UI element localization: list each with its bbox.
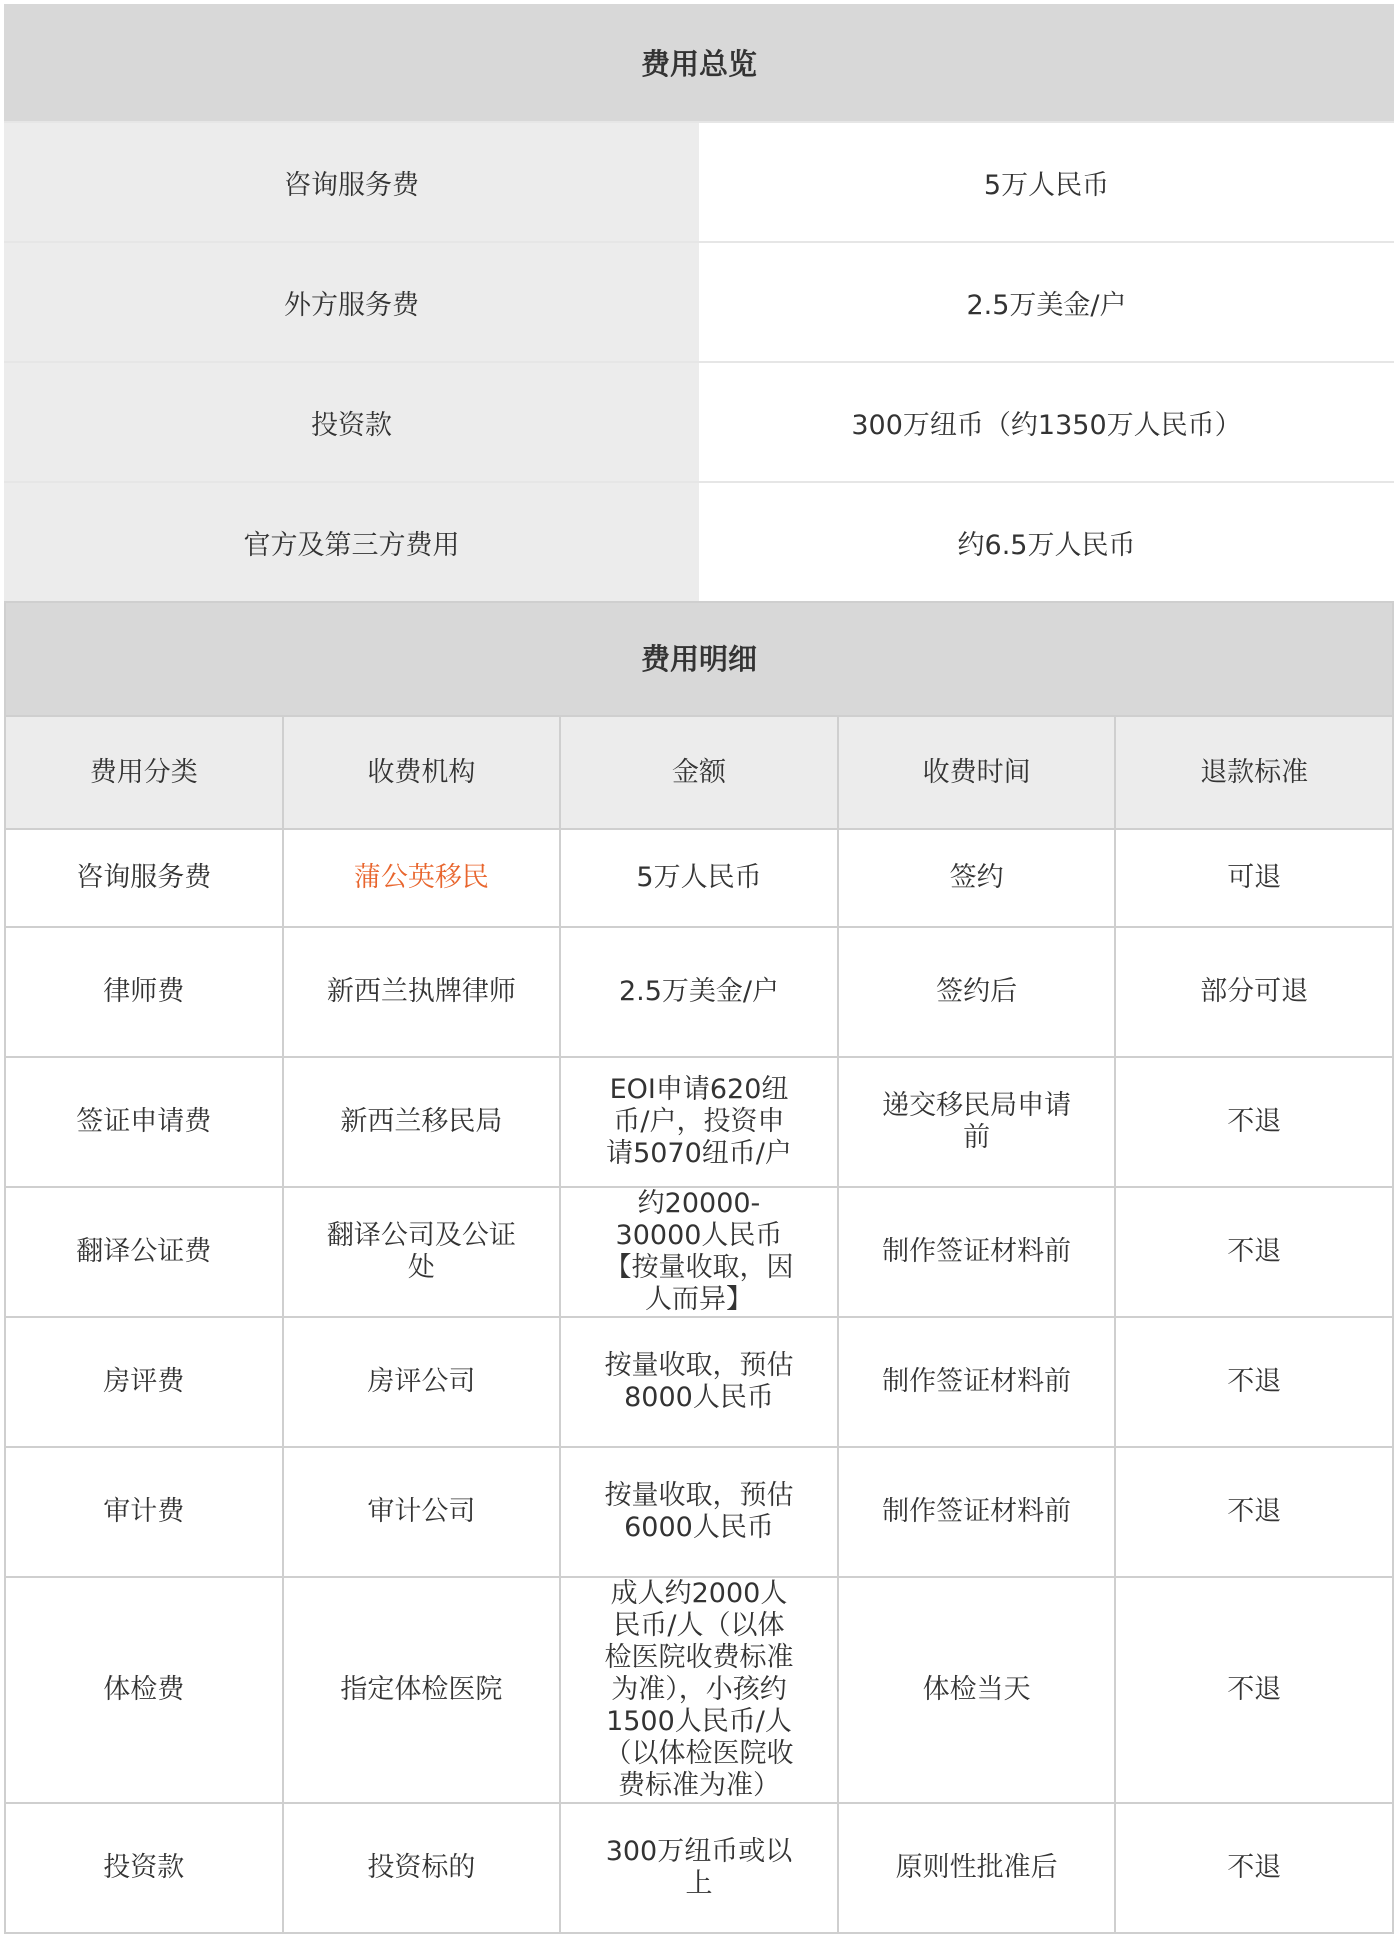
overview-value: 300万纽币（约1350万人民币） bbox=[699, 362, 1394, 482]
cell-refund: 不退 bbox=[1115, 1187, 1393, 1317]
cell-time: 签约 bbox=[838, 829, 1116, 927]
table-row bbox=[5, 927, 1393, 1057]
overview-label: 官方及第三方费用 bbox=[4, 482, 699, 601]
detail-title: 费用明细 bbox=[5, 602, 1393, 716]
table-row bbox=[4, 362, 1394, 482]
overview-value: 5万人民币 bbox=[699, 122, 1394, 242]
cell-agency: 翻译公司及公证处 bbox=[283, 1187, 561, 1317]
table-row bbox=[5, 1577, 1393, 1803]
table-row bbox=[5, 1317, 1393, 1447]
overview-value: 约6.5万人民币 bbox=[699, 482, 1394, 601]
table-row bbox=[5, 829, 1393, 927]
cell-refund: 不退 bbox=[1115, 1317, 1393, 1447]
cell-time: 制作签证材料前 bbox=[838, 1187, 1116, 1317]
cell-amount: 按量收取，预估6000人民币 bbox=[560, 1447, 838, 1577]
cell-time: 原则性批准后 bbox=[838, 1803, 1116, 1933]
cell-agency: 投资标的 bbox=[283, 1803, 561, 1933]
table-row bbox=[5, 1057, 1393, 1187]
overview-value: 2.5万美金/户 bbox=[699, 242, 1394, 362]
cell-category: 翻译公证费 bbox=[5, 1187, 283, 1317]
detail-header-row bbox=[5, 602, 1393, 716]
column-header-amount: 金额 bbox=[560, 716, 838, 829]
cell-amount: 约20000-30000人民币【按量收取，因人而异】 bbox=[560, 1187, 838, 1317]
column-header-time: 收费时间 bbox=[838, 716, 1116, 829]
overview-title: 费用总览 bbox=[4, 4, 1394, 122]
cell-amount: 按量收取，预估8000人民币 bbox=[560, 1317, 838, 1447]
overview-label: 外方服务费 bbox=[4, 242, 699, 362]
column-header-row bbox=[5, 716, 1393, 829]
table-row bbox=[4, 482, 1394, 601]
cell-agency: 审计公司 bbox=[283, 1447, 561, 1577]
cell-refund: 不退 bbox=[1115, 1447, 1393, 1577]
cell-time: 制作签证材料前 bbox=[838, 1317, 1116, 1447]
column-header-refund: 退款标准 bbox=[1115, 716, 1393, 829]
cell-time: 制作签证材料前 bbox=[838, 1447, 1116, 1577]
fee-overview-table bbox=[4, 4, 1394, 601]
cell-amount: EOI申请620纽币/户，投资申请5070纽币/户 bbox=[560, 1057, 838, 1187]
cell-agency: 房评公司 bbox=[283, 1317, 561, 1447]
fee-document bbox=[4, 4, 1394, 1934]
cell-refund: 不退 bbox=[1115, 1577, 1393, 1803]
overview-label: 咨询服务费 bbox=[4, 122, 699, 242]
cell-refund: 不退 bbox=[1115, 1803, 1393, 1933]
cell-amount: 成人约2000人民币/人（以体检医院收费标准为准），小孩约1500人民币/人（以体检医院收费标准为准） bbox=[560, 1577, 838, 1803]
cell-refund: 可退 bbox=[1115, 829, 1393, 927]
table-row bbox=[4, 242, 1394, 362]
cell-category: 律师费 bbox=[5, 927, 283, 1057]
table-row bbox=[5, 1187, 1393, 1317]
column-header-category: 费用分类 bbox=[5, 716, 283, 829]
cell-amount: 300万纽币或以上 bbox=[560, 1803, 838, 1933]
cell-refund: 部分可退 bbox=[1115, 927, 1393, 1057]
cell-category: 房评费 bbox=[5, 1317, 283, 1447]
cell-amount: 2.5万美金/户 bbox=[560, 927, 838, 1057]
cell-agency-brand-link[interactable]: 蒲公英移民 bbox=[283, 829, 561, 927]
cell-time: 递交移民局申请前 bbox=[838, 1057, 1116, 1187]
cell-time: 体检当天 bbox=[838, 1577, 1116, 1803]
cell-category: 审计费 bbox=[5, 1447, 283, 1577]
overview-header-row bbox=[4, 4, 1394, 122]
table-row bbox=[5, 1803, 1393, 1933]
column-header-agency: 收费机构 bbox=[283, 716, 561, 829]
cell-agency: 新西兰移民局 bbox=[283, 1057, 561, 1187]
table-row bbox=[4, 122, 1394, 242]
overview-label: 投资款 bbox=[4, 362, 699, 482]
cell-time: 签约后 bbox=[838, 927, 1116, 1057]
cell-category: 咨询服务费 bbox=[5, 829, 283, 927]
cell-category: 签证申请费 bbox=[5, 1057, 283, 1187]
cell-category: 体检费 bbox=[5, 1577, 283, 1803]
cell-category: 投资款 bbox=[5, 1803, 283, 1933]
cell-amount: 5万人民币 bbox=[560, 829, 838, 927]
fee-detail-table bbox=[4, 601, 1394, 1934]
cell-agency: 指定体检医院 bbox=[283, 1577, 561, 1803]
cell-refund: 不退 bbox=[1115, 1057, 1393, 1187]
table-row bbox=[5, 1447, 1393, 1577]
cell-agency: 新西兰执牌律师 bbox=[283, 927, 561, 1057]
